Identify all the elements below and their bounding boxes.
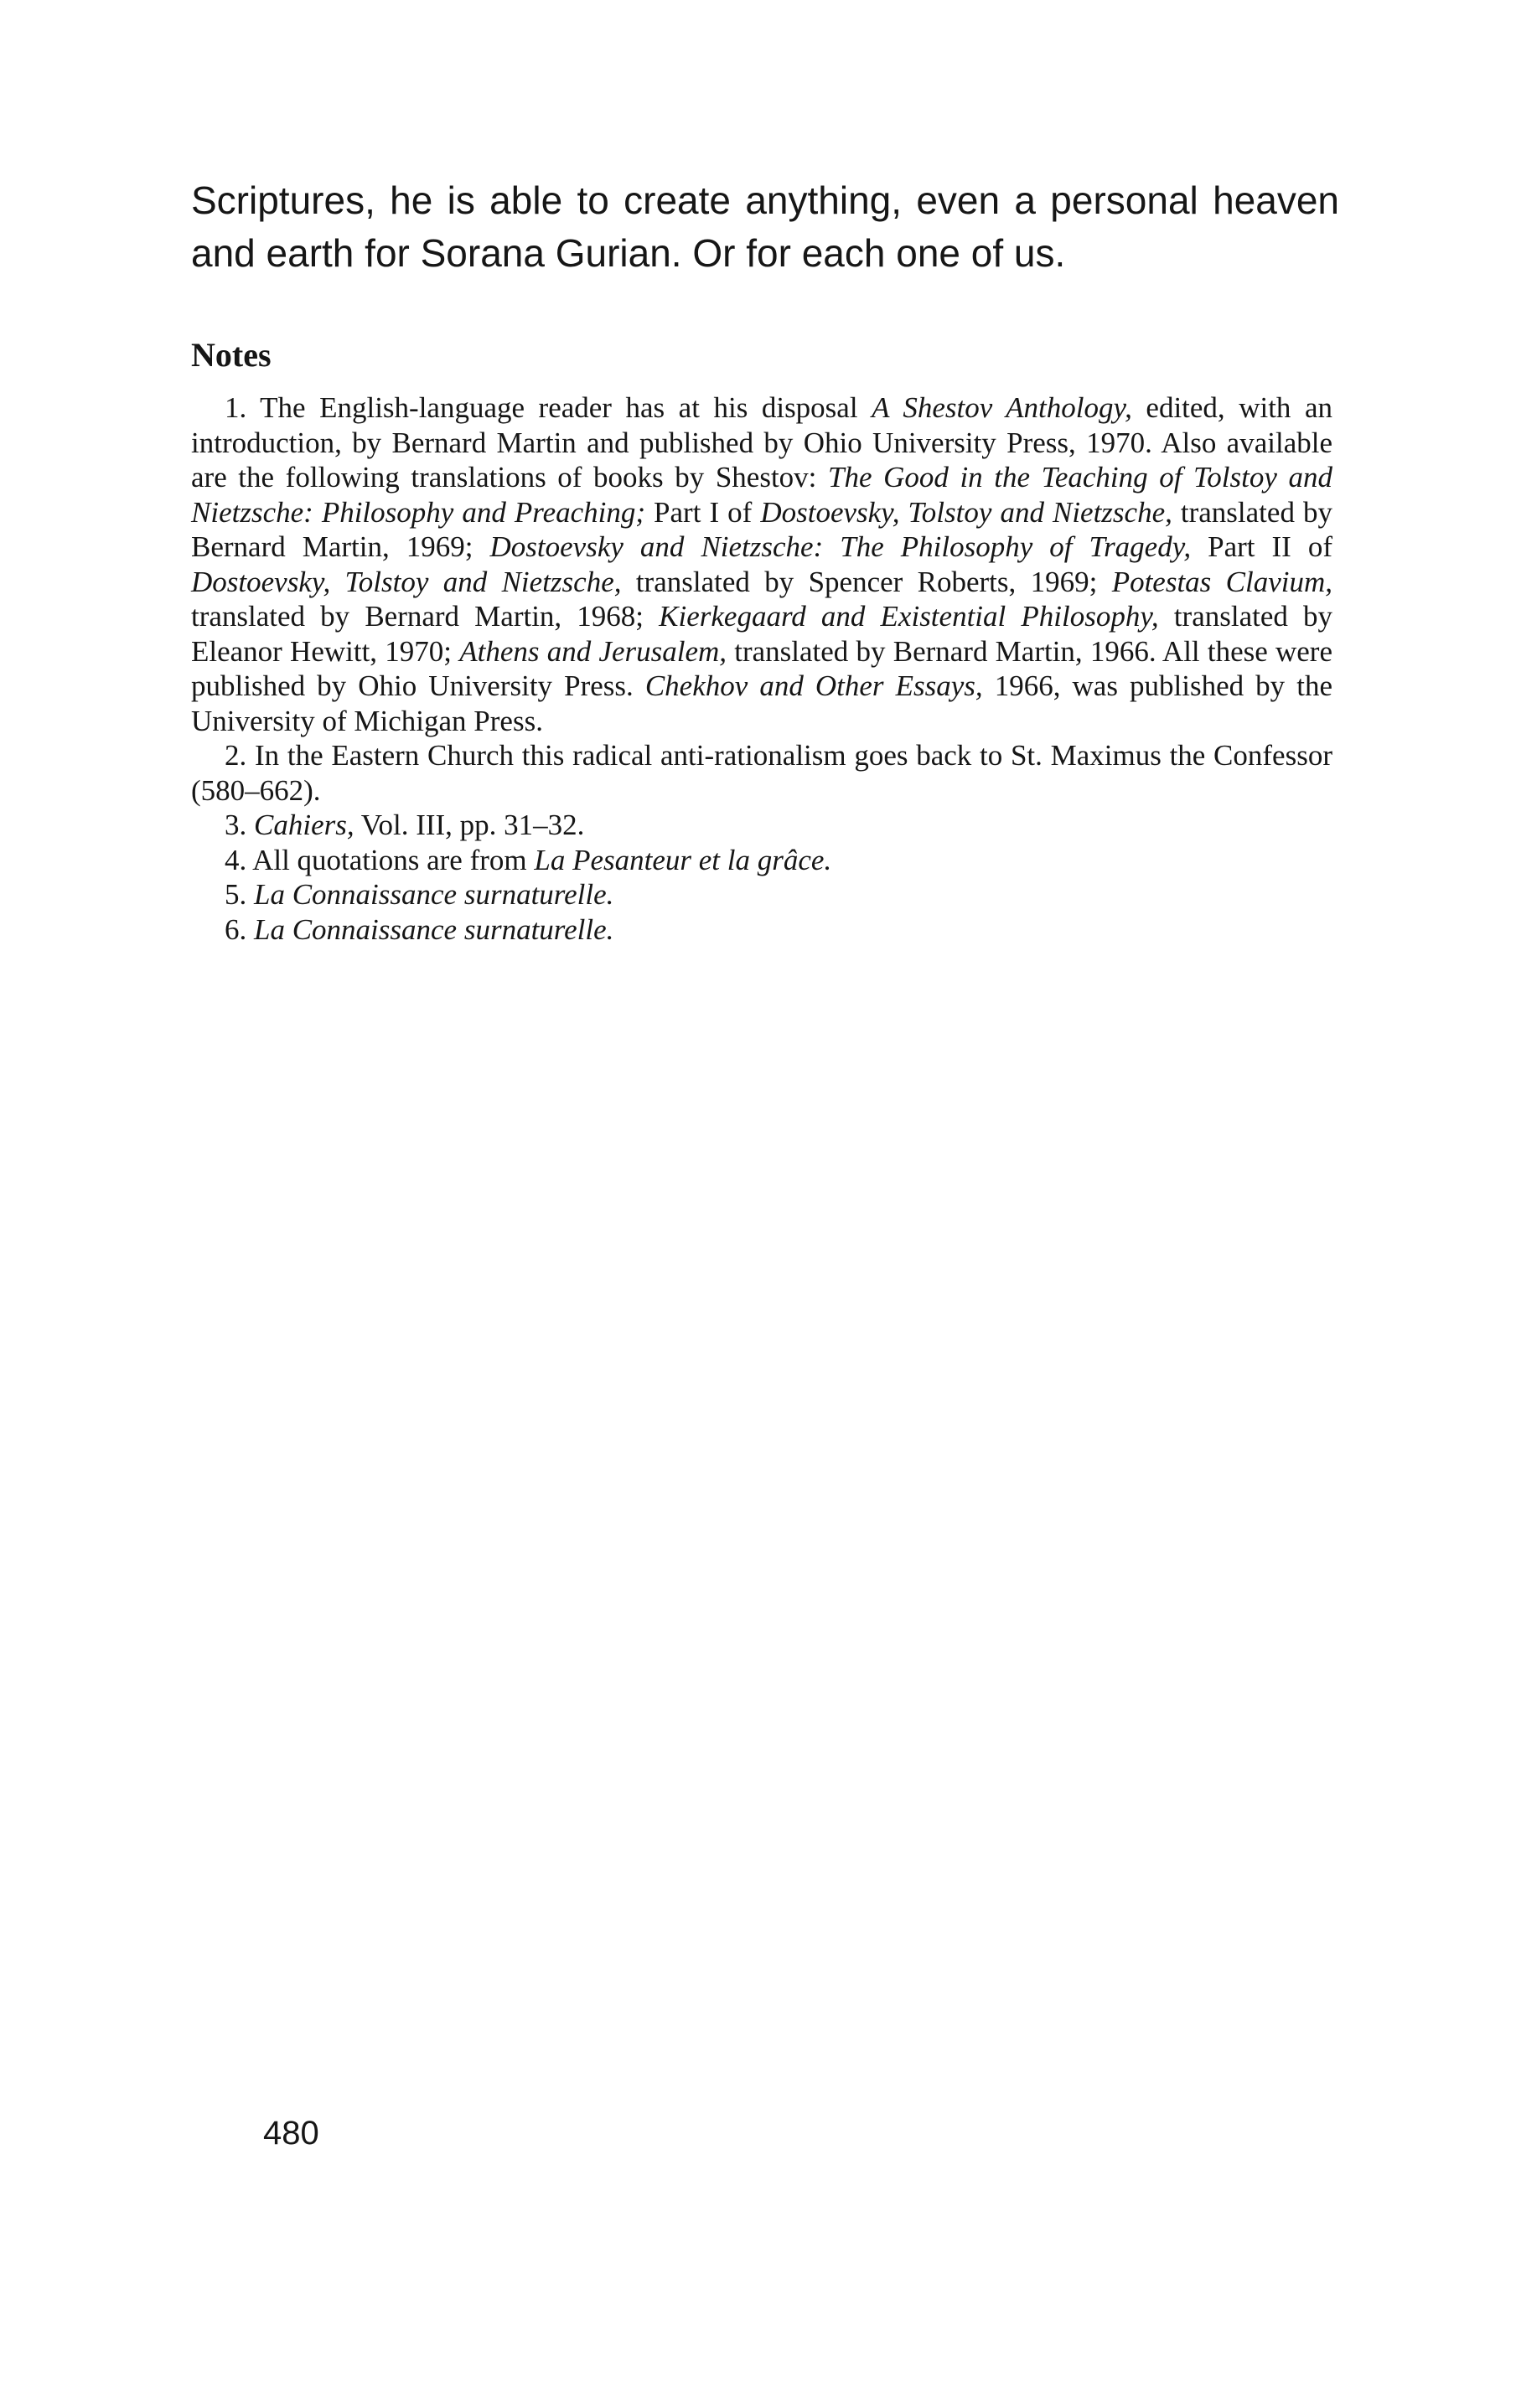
- note-title: Potestas Clavium,: [1111, 565, 1332, 598]
- note-item: [191, 843, 1332, 878]
- note-text: [246, 913, 254, 946]
- note-text: All quotations are from: [246, 843, 535, 876]
- note-text: [246, 878, 254, 911]
- notes-list: [191, 390, 1332, 947]
- note-number: 2.: [225, 739, 247, 772]
- note-text: edited, with an introduction, by Bernard Martin and published by Ohio University Press, 1970. Also available are the following translations of books by Shestov:: [191, 391, 1332, 493]
- note-item: [191, 912, 1332, 948]
- note-item: [191, 390, 1332, 738]
- note-title: La Connaissance surnaturelle.: [254, 912, 614, 946]
- note-number: 4.: [225, 843, 247, 876]
- page-number: 480: [263, 2115, 319, 2152]
- note-title: Cahiers,: [254, 809, 354, 841]
- note-title: Kierkegaard and Existential Philosophy,: [659, 600, 1159, 633]
- note-text: Part I of: [645, 495, 761, 529]
- note-text: In the Eastern Church this radical anti-rationalism goes back to St. Maximus the Confessor (580–662).: [191, 739, 1332, 807]
- note-text: The English-language reader has at his disposal: [246, 391, 872, 424]
- note-text: Vol. III, pp. 31–32.: [354, 809, 585, 841]
- note-text: translated by Eleanor Hewitt, 1970;: [191, 600, 1333, 668]
- note-number: 5.: [225, 878, 247, 911]
- note-text: 1966, was published by the University of Michigan Press.: [191, 669, 1333, 737]
- note-title: La Connaissance surnaturelle.: [254, 878, 614, 911]
- note-title: A Shestov Anthology,: [872, 391, 1132, 424]
- note-item: [191, 877, 1332, 912]
- notes-heading: Notes: [191, 336, 272, 374]
- note-title: The Good in the Teaching of Tolstoy and Nietzsche: Philosophy and Preaching;: [191, 461, 1332, 529]
- note-text: [246, 809, 254, 841]
- note-title: Dostoevsky, Tolstoy and Nietzsche,: [760, 495, 1172, 529]
- note-number: 3.: [225, 809, 247, 841]
- note-number: 6.: [225, 912, 247, 946]
- note-text: translated by Bernard Martin, 1966. All these were published by Ohio University Press.: [191, 634, 1332, 702]
- note-number: 1.: [225, 391, 247, 424]
- note-title: Dostoevsky and Nietzsche: The Philosophy of Tragedy,: [489, 530, 1192, 563]
- note-title: Chekhov and Other Essays,: [644, 669, 983, 702]
- note-item: [191, 738, 1332, 808]
- note-text: translated by Bernard Martin, 1969;: [191, 495, 1332, 563]
- note-item: [191, 808, 1332, 843]
- body-paragraph: Scriptures, he is able to create anything, even a personal heaven and earth for Sorana Gurian. Or for each one of us.: [191, 178, 1339, 275]
- note-title: Dostoevsky, Tolstoy and Nietzsche,: [191, 565, 622, 598]
- note-title: Athens and Jerusalem,: [459, 634, 727, 668]
- note-text: translated by Spencer Roberts, 1969;: [621, 565, 1112, 598]
- note-text: translated by Bernard Martin, 1968;: [191, 600, 660, 633]
- note-title: La Pesanteur et la grâce.: [534, 843, 832, 876]
- note-text: Part II of: [1191, 530, 1332, 563]
